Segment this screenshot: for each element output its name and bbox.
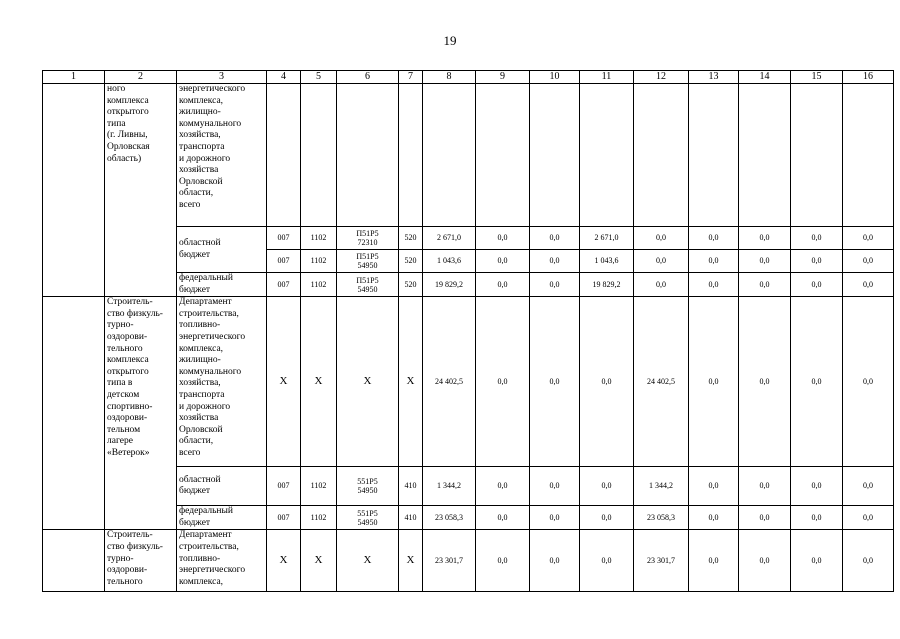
column-header: 2 xyxy=(105,71,177,84)
table-cell: 0,0 xyxy=(476,297,530,467)
table-cell: Х xyxy=(399,297,423,467)
table-cell: 0,0 xyxy=(739,506,791,530)
column-header: 7 xyxy=(399,71,423,84)
table-cell: 410 xyxy=(399,467,423,506)
table-cell: 0,0 xyxy=(739,273,791,297)
table-cell: 1102 xyxy=(301,467,337,506)
federal-budget-label: федеральный бюджет xyxy=(177,273,267,297)
table-cell: 19 829,2 xyxy=(580,273,634,297)
table-cell: 0,0 xyxy=(580,467,634,506)
table-cell: 0,0 xyxy=(530,250,580,273)
table-cell: 0,0 xyxy=(689,467,739,506)
regional-budget-label: областной бюджет xyxy=(177,467,267,506)
table-cell: 23 301,7 xyxy=(634,530,689,592)
federal-budget-label: федеральный бюджет xyxy=(177,506,267,530)
table-cell: 0,0 xyxy=(843,273,894,297)
column-header: 6 xyxy=(337,71,399,84)
table-cell: 520 xyxy=(399,227,423,250)
table-cell: 0,0 xyxy=(739,297,791,467)
table-cell: 24 402,5 xyxy=(423,297,476,467)
column-header: 15 xyxy=(791,71,843,84)
column-header: 4 xyxy=(267,71,301,84)
row-number-cell xyxy=(43,84,105,297)
table-cell: Х xyxy=(301,530,337,592)
row-number-cell xyxy=(43,297,105,530)
table-cell: 1 043,6 xyxy=(580,250,634,273)
table-cell: 0,0 xyxy=(476,250,530,273)
department-cell: Департамент строительства, топливно- энергетического комплекса, жилищно- коммунального хозяйства, транспорта и дорожного хозяйства Орловской области, всего xyxy=(177,297,267,467)
table-cell: 0,0 xyxy=(689,273,739,297)
table-cell: П51Р5 72310 xyxy=(337,227,399,250)
table-cell: Х xyxy=(267,297,301,467)
table-cell: 0,0 xyxy=(843,227,894,250)
table-cell: 0,0 xyxy=(791,467,843,506)
column-header: 13 xyxy=(689,71,739,84)
table-cell: Х xyxy=(337,530,399,592)
table-cell: 520 xyxy=(399,250,423,273)
department-cell: Департамент строительства, топливно- энергетического комплекса, xyxy=(177,530,267,592)
table-cell: 24 402,5 xyxy=(634,297,689,467)
table-cell: 1 344,2 xyxy=(423,467,476,506)
table-row xyxy=(43,530,894,592)
table-cell: 551Р5 54950 xyxy=(337,506,399,530)
row-number-cell xyxy=(43,530,105,592)
table-cell: 1102 xyxy=(301,227,337,250)
column-header: 5 xyxy=(301,71,337,84)
table-cell: 0,0 xyxy=(530,530,580,592)
object-name-cell: ного комплекса открытого типа (г. Ливны, Орловская область) xyxy=(105,84,177,297)
table-cell: 0,0 xyxy=(689,506,739,530)
table-cell: Х xyxy=(301,297,337,467)
table-cell: 1 043,6 xyxy=(423,250,476,273)
table-cell: П51Р5 54950 xyxy=(337,250,399,273)
column-header: 14 xyxy=(739,71,791,84)
table-cell: 0,0 xyxy=(843,530,894,592)
table-cell: 0,0 xyxy=(689,297,739,467)
regional-budget-label: областной бюджет xyxy=(177,227,267,273)
table-cell: 0,0 xyxy=(476,467,530,506)
object-name-cell: Строитель- ство физкуль- турно- оздорови- тельного комплекса открытого типа в детском спортивно- оздорови- тельном лагере «Ветерок» xyxy=(105,297,177,530)
page-number: 19 xyxy=(443,33,457,48)
column-header: 12 xyxy=(634,71,689,84)
column-header: 10 xyxy=(530,71,580,84)
table-cell: 23 058,3 xyxy=(423,506,476,530)
table-cell: 0,0 xyxy=(843,506,894,530)
table-cell: 0,0 xyxy=(791,530,843,592)
table-cell: 0,0 xyxy=(689,227,739,250)
table-cell: 0,0 xyxy=(689,250,739,273)
table-cell: 1102 xyxy=(301,250,337,273)
table-cell: 0,0 xyxy=(634,227,689,250)
table-cell: 23 058,3 xyxy=(634,506,689,530)
table-cell: 0,0 xyxy=(580,530,634,592)
table-cell: 0,0 xyxy=(791,273,843,297)
table-cell: 1102 xyxy=(301,273,337,297)
column-header: 1 xyxy=(43,71,105,84)
table-cell: 2 671,0 xyxy=(580,227,634,250)
object-name-cell: Строитель- ство физкуль- турно- оздорови- тельного xyxy=(105,530,177,592)
table-cell: 0,0 xyxy=(530,227,580,250)
table-cell: 007 xyxy=(267,506,301,530)
table-cell: 0,0 xyxy=(530,297,580,467)
column-header: 16 xyxy=(843,71,894,84)
table-cell: 0,0 xyxy=(791,297,843,467)
header-row xyxy=(43,71,894,84)
table-cell: 520 xyxy=(399,273,423,297)
table-cell: 1 344,2 xyxy=(634,467,689,506)
department-cell: энергетического комплекса, жилищно- коммунального хозяйства, транспорта и дорожного хозяйства Орловской области, всего xyxy=(177,84,267,227)
table-cell: 0,0 xyxy=(739,467,791,506)
table-cell: 007 xyxy=(267,227,301,250)
column-header: 3 xyxy=(177,71,267,84)
table-cell: 0,0 xyxy=(791,506,843,530)
table-cell: 0,0 xyxy=(739,227,791,250)
table-cell: П51Р5 54950 xyxy=(337,273,399,297)
table-cell: Х xyxy=(337,297,399,467)
table-cell: 0,0 xyxy=(530,506,580,530)
table-cell: 1102 xyxy=(301,506,337,530)
table-cell: 0,0 xyxy=(791,250,843,273)
table-cell: 0,0 xyxy=(843,467,894,506)
table-cell: 2 671,0 xyxy=(423,227,476,250)
table-cell: Х xyxy=(399,530,423,592)
table-row xyxy=(43,84,894,227)
column-header: 9 xyxy=(476,71,530,84)
table-cell: 0,0 xyxy=(476,273,530,297)
table-cell: 0,0 xyxy=(530,467,580,506)
table-cell: 0,0 xyxy=(530,273,580,297)
table-cell: 007 xyxy=(267,250,301,273)
column-header: 8 xyxy=(423,71,476,84)
table-cell: 0,0 xyxy=(843,297,894,467)
budget-table xyxy=(42,70,894,592)
table-cell: 0,0 xyxy=(843,250,894,273)
table-cell: 23 301,7 xyxy=(423,530,476,592)
table-cell: 19 829,2 xyxy=(423,273,476,297)
table-cell: 0,0 xyxy=(476,227,530,250)
table-cell: 0,0 xyxy=(476,506,530,530)
table-cell: 007 xyxy=(267,273,301,297)
table-cell: 0,0 xyxy=(739,530,791,592)
table-cell: 0,0 xyxy=(476,530,530,592)
table-cell: 0,0 xyxy=(739,250,791,273)
column-header: 11 xyxy=(580,71,634,84)
table-cell: 0,0 xyxy=(580,297,634,467)
table-cell: 0,0 xyxy=(634,273,689,297)
table-cell: 0,0 xyxy=(580,506,634,530)
table-cell: 551Р5 54950 xyxy=(337,467,399,506)
table-cell: 410 xyxy=(399,506,423,530)
table-cell: 0,0 xyxy=(634,250,689,273)
table-cell: 0,0 xyxy=(689,530,739,592)
table-cell: 0,0 xyxy=(791,227,843,250)
table-cell: 007 xyxy=(267,467,301,506)
table-row xyxy=(43,297,894,467)
table-cell: Х xyxy=(267,530,301,592)
